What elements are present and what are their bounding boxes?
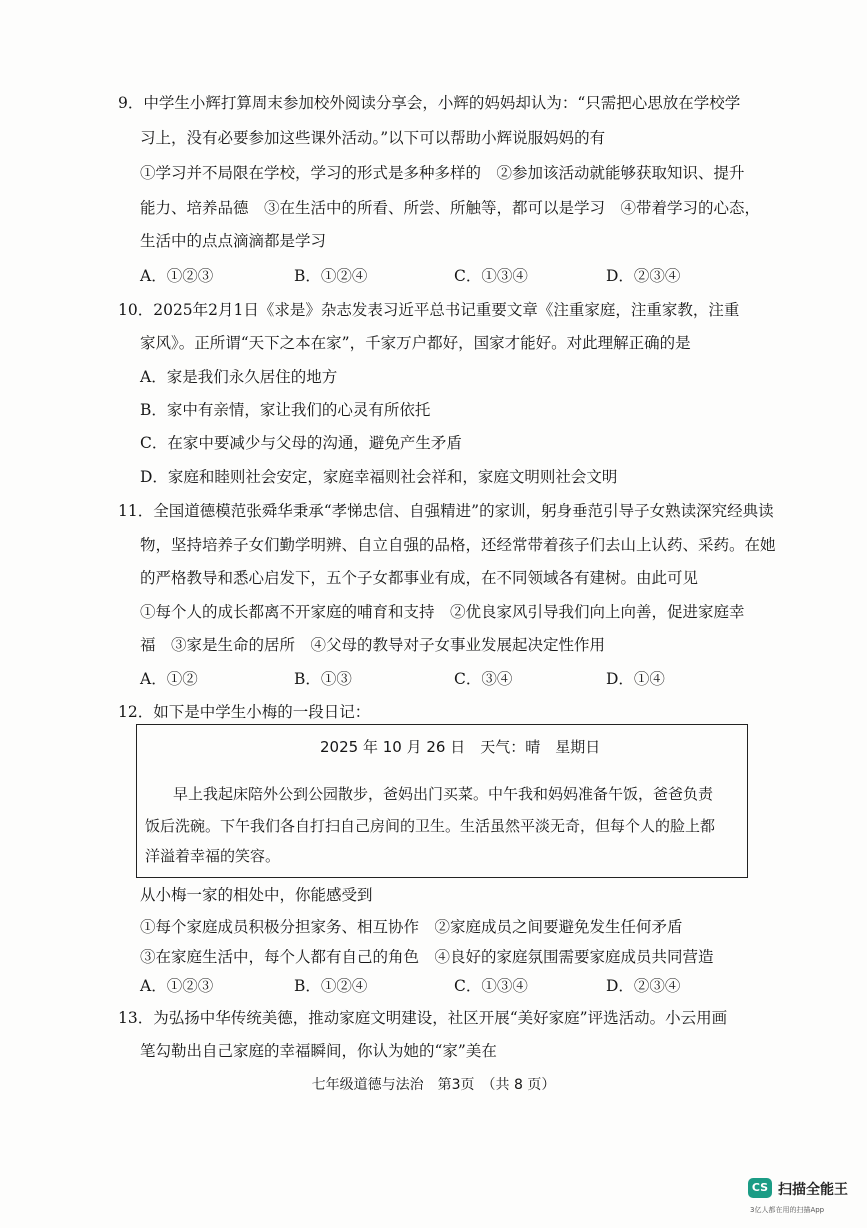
diary-header: 2025 年 10 月 26 日 天气：晴 星期日: [320, 738, 601, 756]
q11-option-b: B．①③: [294, 670, 352, 688]
scanner-name: 扫描全能王: [778, 1182, 848, 1198]
q12-option-d: D．②③④: [606, 977, 681, 995]
q10-option-a: A．家是我们永久居住的地方: [140, 368, 338, 386]
q9-statement-line-2: 能力、培养品德 ③在生活中的所看、所尝、所触等，都可以是学习 ④带着学习的心态，: [140, 199, 761, 217]
q12-statement-line-2: ③在家庭生活中，每个人都有自己的角色 ④良好的家庭氛围需要家庭成员共同营造: [140, 948, 714, 966]
q9-option-a: A．①②③: [140, 267, 214, 285]
q9-statement-line-3: 生活中的点点滴滴都是学习: [140, 232, 327, 250]
q9-statement-line-1: ①学习并不局限在学校，学习的形式是多种多样的 ②参加该活动就能够获取知识、提升: [140, 164, 745, 182]
q11-statement-line-2: 福 ③家是生命的居所 ④父母的教导对子女事业发展起决定性作用: [140, 636, 606, 654]
q12-prompt: 从小梅一家的相处中，你能感受到: [140, 886, 373, 904]
q9-option-c: C．①③④: [454, 267, 528, 285]
q10-line-1: 10．2025年2月1日《求是》杂志发表习近平总书记重要文章《注重家庭，注重家教，注重: [118, 301, 740, 319]
q11-statement-line-1: ①每个人的成长都离不开家庭的哺育和支持 ②优良家风引导我们向上向善，促进家庭幸: [140, 603, 745, 621]
q11-line-3: 的严格教导和悉心启发下，五个子女都事业有成，在不同领域各有建树。由此可见: [140, 569, 699, 587]
q9-option-b: B．①②④: [294, 267, 368, 285]
q9-options: [140, 265, 740, 287]
page-footer: 七年级道德与法治 第3页 （共 8 页）: [311, 1077, 556, 1093]
q13-line-2: 笔勾勒出自己家庭的幸福瞬间，你认为她的“家”美在: [140, 1042, 497, 1060]
q12-intro: 12．如下是中学生小梅的一段日记：: [118, 703, 371, 721]
q13-line-1: 13．为弘扬中华传统美德，推动家庭文明建设，社区开展“美好家庭”评选活动。小云用画: [118, 1009, 728, 1027]
q11-option-d: D．①④: [606, 670, 665, 688]
diary-line-3: 洋溢着幸福的笑容。: [145, 847, 281, 865]
q10-line-2: 家风》。正所谓“天下之本在家”，千家万户都好，国家才能好。对此理解正确的是: [140, 334, 691, 352]
q11-line-1: 11．全国道德模范张舜华秉承“孝悌忠信、自强精进”的家训，躬身垂范引导子女熟读深究经典读: [118, 502, 774, 520]
q11-option-a: A．①②: [140, 670, 198, 688]
q11-options: [140, 668, 740, 690]
diary-box: [136, 724, 748, 878]
q9-line-1: 9．中学生小辉打算周末参加校外阅读分享会，小辉的妈妈却认为：“只需把心思放在学校学: [118, 94, 741, 112]
q9-option-d: D．②③④: [606, 267, 681, 285]
q10-option-b: B．家中有亲情，家让我们的心灵有所依托: [140, 401, 431, 419]
q11-line-2: 物，坚持培养子女们勤学明辨、自立自强的品格，还经常带着孩子们去山上认药、采药。在她: [140, 536, 776, 554]
q11-option-c: C．③④: [454, 670, 513, 688]
q12-option-c: C．①③④: [454, 977, 528, 995]
q10-option-d: D．家庭和睦则社会安定，家庭幸福则社会祥和，家庭文明则社会文明: [140, 468, 618, 486]
diary-line-1: 早上我起床陪外公到公园散步，爸妈出门买菜。中午我和妈妈准备午饭，爸爸负责: [173, 785, 714, 803]
scanner-badge-icon: CS: [748, 1178, 772, 1198]
q12-options: [140, 975, 740, 997]
q9-line-2: 习上，没有必要参加这些课外活动。”以下可以帮助小辉说服妈妈的有: [140, 129, 606, 147]
scanner-tagline: 3亿人都在用的扫描App: [750, 1206, 825, 1214]
scanner-logo: [748, 1178, 860, 1222]
q12-option-b: B．①②④: [294, 977, 368, 995]
q12-option-a: A．①②③: [140, 977, 214, 995]
q10-option-c: C．在家中要减少与父母的沟通，避免产生矛盾: [140, 434, 462, 452]
diary-line-2: 饭后洗碗。下午我们各自打扫自己房间的卫生。生活虽然平淡无奇，但每个人的脸上都: [145, 817, 716, 835]
q12-statement-line-1: ①每个家庭成员积极分担家务、相互协作 ②家庭成员之间要避免发生任何矛盾: [140, 918, 683, 936]
